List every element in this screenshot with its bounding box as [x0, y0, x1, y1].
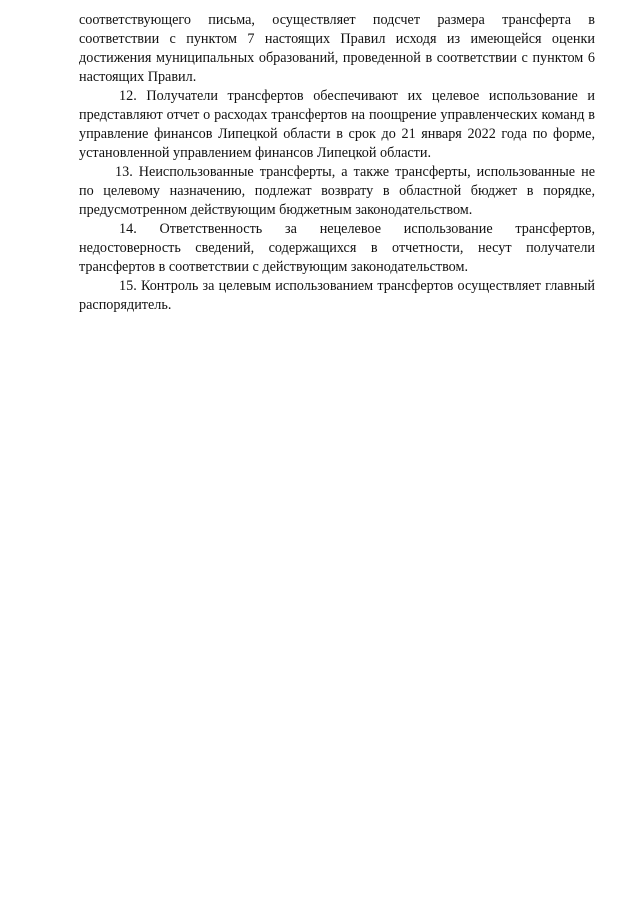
- paragraph-continuation: соответствующего письма, осуществляет подсчет размера трансферта в соответствии с пунктом 7 настоящих Правил исходя из имеющейся оценки достижения муниципальных образований, проведенной в соответствии с пунктом 6 настоящих Правил.: [79, 12, 595, 85]
- document-body: [79, 11, 595, 315]
- paragraph-15: 15. Контроль за целевым использованием трансфертов осуществляет главный распорядитель.: [79, 278, 595, 313]
- paragraph-12: 12. Получатели трансфертов обеспечивают их целевое использование и представляют отчет о расходах трансфертов на поощрение управленческих команд в управление финансов Липецкой области в срок до 21 января 2022 года по форме, установленной управлением финансов Липецкой области.: [79, 88, 595, 161]
- paragraph-14: 14. Ответственность за нецелевое использование трансфертов, недостоверность сведений, содержащихся в отчетности, несут получатели трансфертов в соответствии с действующим законодательством.: [79, 221, 595, 275]
- paragraph-13: 13. Неиспользованные трансферты, а также трансферты, использованные не по целевому назначению, подлежат возврату в областной бюджет в порядке, предусмотренном действующим бюджетным законодательством.: [79, 164, 595, 218]
